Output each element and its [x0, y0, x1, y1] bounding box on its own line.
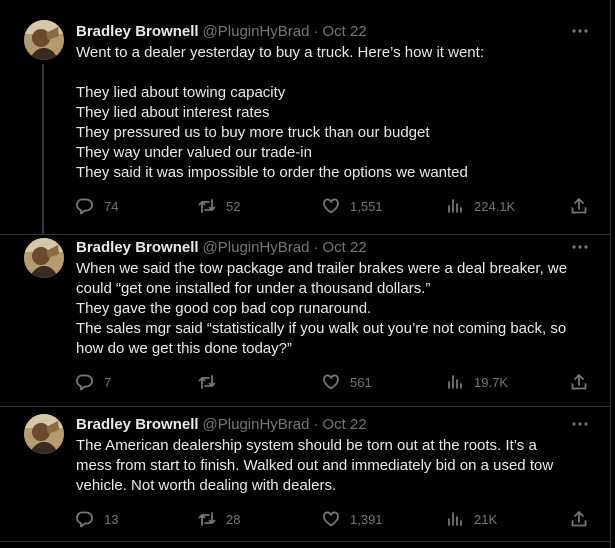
share-button[interactable] [570, 509, 588, 529]
more-icon[interactable] [570, 237, 590, 257]
retweet-count: 28 [226, 511, 241, 527]
tweet-line: mess from start to finish. Walked out and immediately bid on a used tow [76, 457, 554, 474]
reply-button[interactable] [76, 509, 118, 529]
thread-connector [42, 64, 44, 234]
retweet-count: 52 [226, 198, 241, 214]
like-count: 1,391 [350, 511, 383, 527]
retweet-button[interactable] [198, 372, 226, 392]
tweet-date[interactable]: Oct 22 [322, 238, 367, 256]
tweet-divider [0, 234, 610, 235]
reply-count: 74 [104, 198, 119, 214]
tweet-line: vehicle. Not worth dealing with dealers. [76, 477, 337, 494]
author-name[interactable]: Bradley Brownell [76, 415, 199, 433]
tweet-line: When we said the tow package and trailer brakes were a deal breaker, we [76, 260, 568, 277]
reply-button[interactable] [76, 196, 118, 216]
tweet-line: They said it was impossible to order the options we wanted [76, 164, 468, 181]
tweet-divider [0, 406, 610, 407]
separator-dot: · [313, 238, 319, 256]
tweet-line: They lied about interest rates [76, 104, 270, 121]
tweet-header [76, 414, 367, 434]
tweet-line: They lied about towing capacity [76, 84, 286, 101]
author-name[interactable]: Bradley Brownell [76, 238, 199, 256]
like-count: 561 [350, 374, 372, 390]
views-count: 19.7K [474, 374, 508, 390]
author-handle[interactable]: @PluginHyBrad [202, 238, 310, 256]
retweet-button[interactable] [198, 509, 240, 529]
separator-dot: · [313, 415, 319, 433]
views-icon [446, 197, 464, 215]
tweet-line: They pressured us to buy more truck than our budget [76, 124, 430, 141]
reply-icon [76, 373, 94, 391]
tweet-header [76, 237, 367, 257]
tweet-line: how do we get this done today?” [76, 340, 292, 357]
like-count: 1,551 [350, 198, 383, 214]
tweet-date[interactable]: Oct 22 [322, 415, 367, 433]
tweet-line: The sales mgr said “statistically if you walk out you’re not coming back, so [76, 320, 567, 337]
share-button[interactable] [570, 196, 588, 216]
tweet-text [76, 436, 596, 496]
share-icon [570, 197, 588, 215]
reply-button[interactable] [76, 372, 111, 392]
views-button[interactable] [446, 509, 497, 529]
column-border [610, 0, 611, 548]
tweet-actions [76, 196, 596, 216]
tweet-text [76, 43, 596, 183]
retweet-icon [198, 510, 216, 528]
author-name[interactable]: Bradley Brownell [76, 22, 199, 40]
heart-icon [322, 373, 340, 391]
views-button[interactable] [446, 372, 508, 392]
like-button[interactable] [322, 372, 372, 392]
like-button[interactable] [322, 196, 383, 216]
views-icon [446, 373, 464, 391]
views-button[interactable] [446, 196, 515, 216]
heart-icon [322, 510, 340, 528]
reply-count: 7 [104, 374, 112, 390]
views-count: 224.1K [474, 198, 516, 214]
avatar[interactable] [24, 238, 64, 278]
heart-icon [322, 197, 340, 215]
avatar[interactable] [24, 414, 64, 454]
reply-icon [76, 197, 94, 215]
tweet-line: The American dealership system should be torn out at the roots. It’s a [76, 437, 537, 454]
tweet-line: could “get one installed for under a thousand dollars.” [76, 280, 431, 297]
tweet-line: They way under valued our trade-in [76, 144, 312, 161]
like-button[interactable] [322, 509, 383, 529]
share-icon [570, 373, 588, 391]
author-handle[interactable]: @PluginHyBrad [202, 22, 310, 40]
more-icon[interactable] [570, 414, 590, 434]
separator-dot: · [313, 22, 319, 40]
share-button[interactable] [570, 372, 588, 392]
more-icon[interactable] [570, 21, 590, 41]
reply-count: 13 [104, 511, 119, 527]
tweet-text [76, 259, 596, 359]
tweet-line: Went to a dealer yesterday to buy a truck. Here’s how it went: [76, 44, 484, 61]
tweet-line: They gave the good cop bad cop runaround. [76, 300, 372, 317]
retweet-icon [198, 373, 216, 391]
tweet-header [76, 21, 367, 41]
views-icon [446, 510, 464, 528]
tweet-actions [76, 372, 596, 392]
retweet-icon [198, 197, 216, 215]
retweet-button[interactable] [198, 196, 240, 216]
tweet-actions [76, 509, 596, 529]
tweet-divider [0, 541, 610, 542]
tweet-date[interactable]: Oct 22 [322, 22, 367, 40]
avatar[interactable] [24, 20, 64, 60]
share-icon [570, 510, 588, 528]
author-handle[interactable]: @PluginHyBrad [202, 415, 310, 433]
tweet-line-blank [76, 63, 596, 83]
views-count: 21K [474, 511, 498, 527]
reply-icon [76, 510, 94, 528]
